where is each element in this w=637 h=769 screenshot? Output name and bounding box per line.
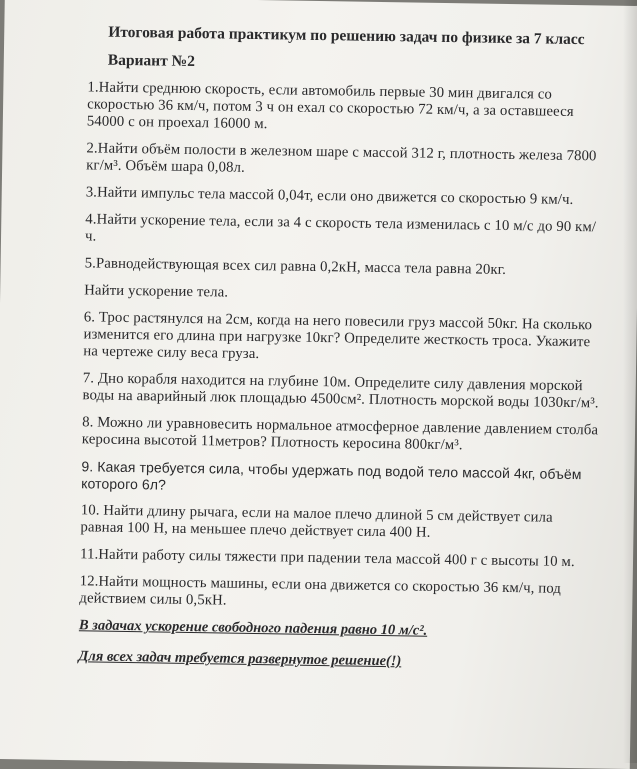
task-12: 12.Найти мощность машины, если она движется со скоростью 36 км/ч, под действием силы 0,5кН. xyxy=(79,573,562,609)
task-1: 1.Найти среднюю скорость, если автомобиль первые 30 мин двигался со скоростью 36 км/ч, потом 3 ч он ехал со скоростью 72 км/ч, а за оставшееся 54000 с он проехал 16000 м. xyxy=(86,79,574,133)
task-11: 11.Найти работу силы тяжести при падении тела массой 400 г с высоты 10 м. xyxy=(79,546,575,571)
page-title: Итоговая работа практикум по решению задач по физике за 7 класс xyxy=(108,23,585,49)
solution-note: Для всех задач требуется развернутое решение(!) xyxy=(78,648,402,670)
page-shadow xyxy=(623,0,637,763)
task-9: 9. Какая требуется сила, чтобы удержать под водой тело массой 4кг, объём которого 6л? xyxy=(81,458,582,493)
task-6: 6. Трос растянулся на 2см, когда на него повесили груз массой 50кг. На сколько изменится его длина при нагрузке 10кг? Определите жесткость троса. Укажите на чертеже силу веса груза. xyxy=(83,309,593,363)
task-10: 10. Найти длину рычага, если на малое плечо длиной 5 см действует сила равная 100 Н, на меньшее плечо действует сила 400 Н. xyxy=(80,502,553,541)
task-2: 2.Найти объём полости в железном шаре с массой 312 г, плотность железа 7800 кг/м³. Объём шара 0,08л. xyxy=(86,140,597,176)
task-4: 4.Найти ускорение тела, если за 4 с скорость тела изменилась с 10 м/с до 90 км/ч. xyxy=(84,211,597,245)
task-5: 5.Равнодействующая всех сил равна 0,2кН, масса тела равна 20кг. xyxy=(84,255,507,278)
variant-label: Вариант №2 xyxy=(107,51,196,71)
task-8: 8. Можно ли уравновесить нормальное атмосферное давление давлением столба керосина высотой 11метров? Плотность керосина 800кг/м³. xyxy=(81,414,599,454)
gravity-note: В задачах ускорение свободного падения равно 10 м/с². xyxy=(78,617,428,639)
task-3: 3.Найти импульс тела массой 0,04т, если оно движется со скоростью 9 км/ч. xyxy=(85,184,574,208)
task-5-question: Найти ускорение тела. xyxy=(84,282,229,301)
task-7: 7. Дно корабля находится на глубине 10м. Определите силу давления морской воды на аварийный люк площадью 4500см². Плотность морской воды 1030кг/м³. xyxy=(82,370,599,412)
